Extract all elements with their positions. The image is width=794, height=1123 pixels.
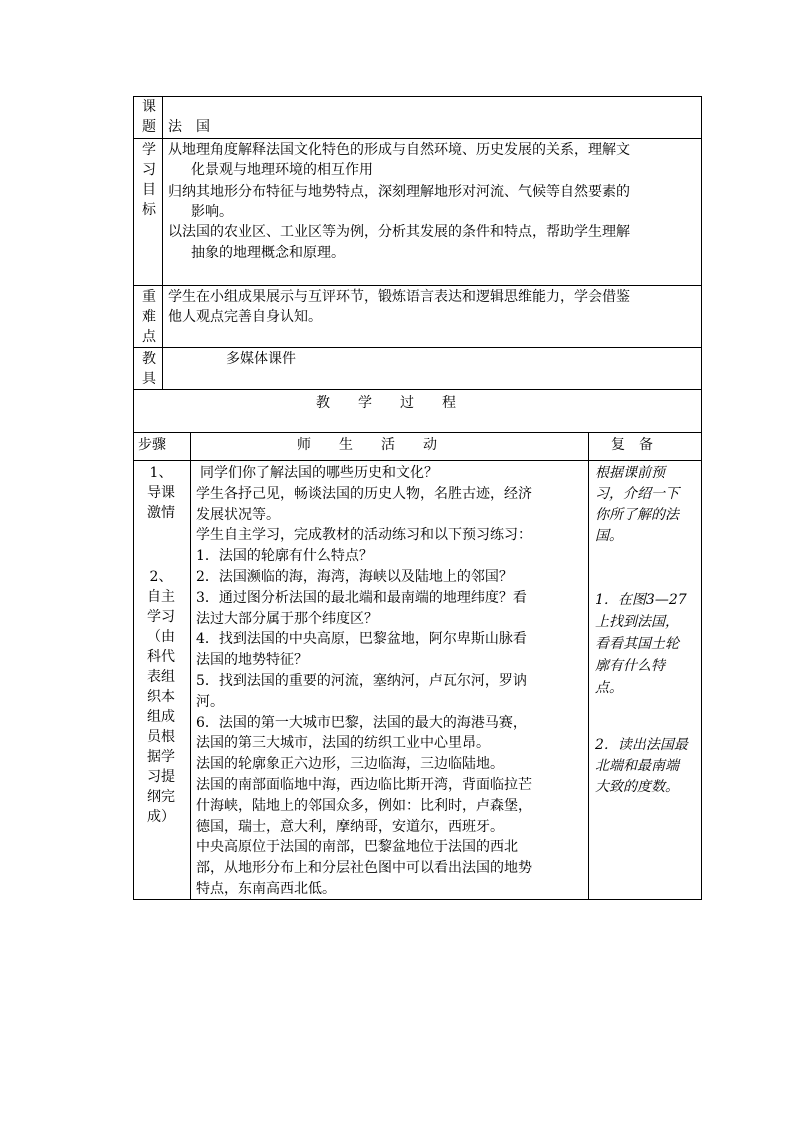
step-1: 1、 导课 激情 xyxy=(147,465,175,521)
activity-line: 特点，东南高西北低。 xyxy=(196,880,336,897)
table-border-right xyxy=(701,96,702,900)
objective-line: 归纳其地形分布特征与地势特点，深刻理解地形对河流、气候等自然要素的 xyxy=(168,184,630,200)
row-divider xyxy=(133,138,702,139)
objective-line: 抽象的地理概念和原理。 xyxy=(191,245,345,261)
activity-line: 河。 xyxy=(196,693,224,710)
activity-line: 学生各抒己见，畅谈法国的历史人物，名胜古迹，经济 xyxy=(196,485,532,502)
process-title: 教 学 过 程 xyxy=(316,395,456,411)
activity-line: 3．通过图分析法国的最北端和最南端的地理纬度？看 xyxy=(196,589,527,606)
activity-line: 发展状况等。 xyxy=(196,506,280,523)
row-divider xyxy=(133,285,702,286)
activity-line: 学生自主学习，完成教材的活动练习和以下预习练习： xyxy=(196,527,532,544)
tools-label: 教 具 xyxy=(142,351,156,387)
header-col-divider xyxy=(162,96,163,389)
activity-line: 德国，瑞士，意大利，摩纳哥，安道尔，西班牙。 xyxy=(196,818,504,835)
table-border-left xyxy=(133,96,134,900)
notes-group-1: 根据课前预 习，介绍一下 你所了解的法 国。 xyxy=(595,465,679,544)
activity-line: 部，从地形分布上和分层社色图中可以看出法国的地势 xyxy=(196,860,532,877)
row-divider xyxy=(133,347,702,348)
activities-text xyxy=(196,463,586,900)
activity-line: 法国的地势特征？ xyxy=(196,652,308,669)
col-header-activity: 师 生 活 动 xyxy=(297,437,437,453)
objective-line: 影响。 xyxy=(191,204,233,220)
tools-value: 多媒体课件 xyxy=(226,351,296,367)
notes-group-2: 1．在图3—27 上找到法国， 看看其国土轮 廓有什么特 点。 xyxy=(595,592,687,696)
activity-line: 法过大部分属于那个纬度区？ xyxy=(196,610,378,627)
activity-line: 什海峡，陆地上的邻国众多，例如：比利时，卢森堡， xyxy=(196,797,532,814)
activity-line: 法国的南部面临地中海，西边临比斯开湾，背面临拉芒 xyxy=(196,776,532,793)
activity-line: 6．法国的第一大城市巴黎，法国的最大的海港马赛， xyxy=(196,714,527,731)
activity-line: 1．法国的轮廓有什么特点？ xyxy=(196,548,373,565)
topic-label: 课 题 xyxy=(142,99,156,135)
activity-line: 中央高原位于法国的南部，巴黎盆地位于法国的西北 xyxy=(196,839,518,856)
activity-line: 2．法国濒临的海，海湾，海峡以及陆地上的邻国？ xyxy=(196,568,513,585)
topic-value: 法 国 xyxy=(168,119,210,135)
activity-line: 法国的第三大城市，法国的纺织工业中心里昂。 xyxy=(196,735,490,752)
key-points-label: 重 难 点 xyxy=(142,289,156,345)
activity-line: 4．找到法国的中央高原，巴黎盆地，阿尔卑斯山脉看 xyxy=(196,631,527,648)
activity-line: 法国的轮廓象正六边形，三边临海，三边临陆地。 xyxy=(196,756,504,773)
objective-line: 化景观与地理环境的相互作用 xyxy=(191,162,373,178)
col-header-steps: 步骤 xyxy=(138,437,166,453)
step-2: 2、 自主 学习 （由 科代 表组 织本 组成 员根 据学 习提 纲完 成） xyxy=(147,569,175,825)
activity-line: 同学们你了解法国的哪些历史和文化？ xyxy=(200,465,438,481)
key-point-line: 学生在小组成果展示与互评环节，锻炼语言表达和逻辑思维能力，学会借鉴 xyxy=(168,289,630,305)
notes-group-3: 2．读出法国最 北端和最南端 大致的度数。 xyxy=(595,737,688,795)
table-border-top xyxy=(133,96,702,97)
col-header-notes: 复 备 xyxy=(611,437,653,453)
key-point-line: 他人观点完善自身认知。 xyxy=(168,309,322,325)
activity-line: 5．找到法国的重要的河流，塞纳河，卢瓦尔河，罗讷 xyxy=(196,672,527,689)
objective-line: 从地理角度解释法国文化特色的形成与自然环境、历史发展的关系，理解文 xyxy=(168,142,630,158)
steps-col-divider xyxy=(190,432,191,900)
row-divider xyxy=(133,460,702,461)
notes-col-divider xyxy=(588,432,589,900)
objectives-label: 学 习 目 标 xyxy=(142,142,156,218)
objective-line: 以法国的农业区、工业区等为例，分析其发展的条件和特点，帮助学生理解 xyxy=(168,224,630,240)
row-divider xyxy=(133,389,702,390)
row-divider xyxy=(133,432,702,433)
